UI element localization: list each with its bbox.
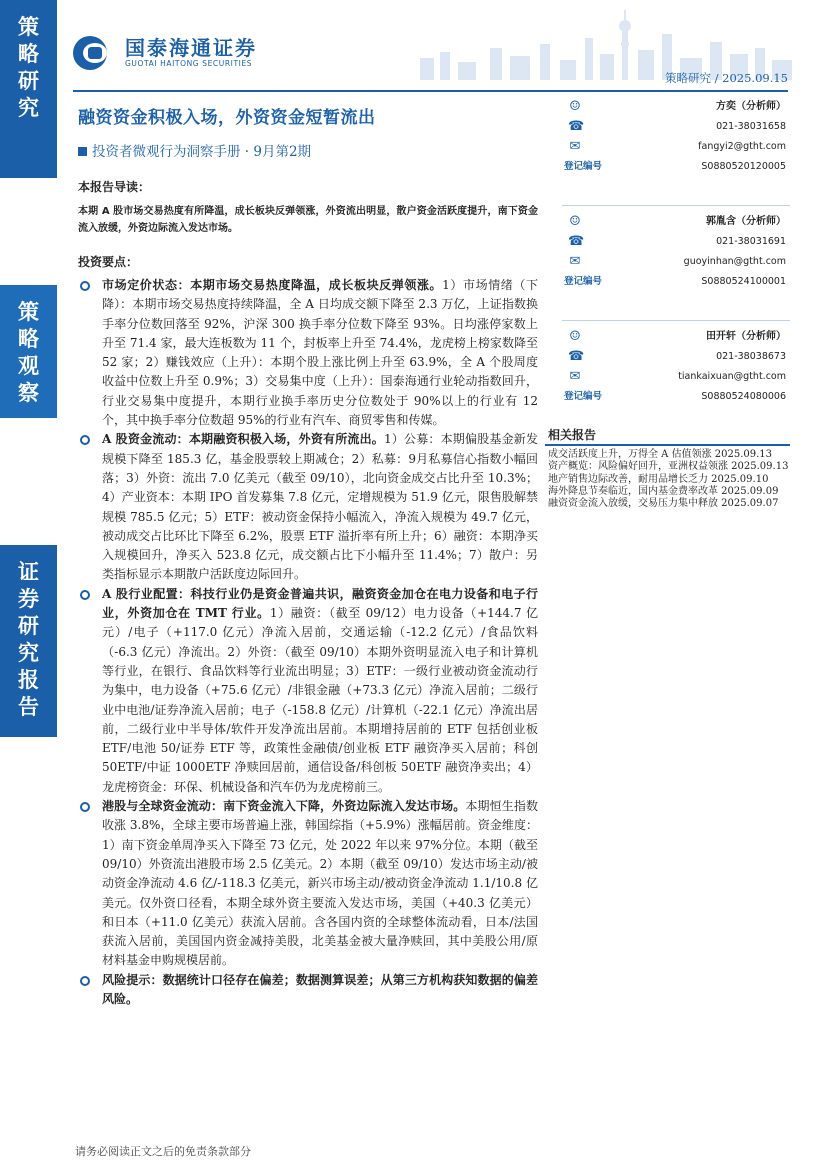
side-label-securities-report: 证 券 研 究 报 告 xyxy=(0,545,57,737)
related-report-link[interactable]: 融资资金流入放缓，交易压力集中释放 2025.09.07 xyxy=(548,498,779,510)
report-subtitle: 投资者微观行为洞察手册 · 9月第2期 xyxy=(78,140,311,160)
brand-name-cn: 国泰海通证券 xyxy=(125,36,257,60)
phone-icon: ☎ xyxy=(568,234,585,249)
email-icon: ✉ xyxy=(569,254,581,269)
analyst-phone: 021-38038673 xyxy=(716,351,786,362)
analyst-card xyxy=(562,212,790,312)
circle-bullet-icon xyxy=(80,590,90,600)
analyst-divider xyxy=(562,205,790,206)
key-points-heading: 投资要点： xyxy=(78,255,139,269)
related-report-link[interactable]: 海外降息节奏临近，国内基金费率改革 2025.09.09 xyxy=(548,485,779,497)
analyst-card xyxy=(562,97,790,197)
key-point-item: A 股行业配置：科技行业仍是资金普遍共识，融资资金加仓在电力设备和电子行业，外资加仓在 TMT 行业。1）融资：（截至 09/12）电力设备（+144.7 亿元）/电子（+117.0 亿元）净流入居前，交通运输（-12.2 亿元）/食品饮料（-6.3 亿元）净流出。2）外资：（截至 09/10）本期外资明显流入电子和计算机等行业，在银行、食品饮料等行业流出明显；3）ETF：一级行业被动资金流动行为集中，电力设备（+75.6 亿元）/非银金融（+73.3 亿元）净流入居前；二级行业中电池/证券净流入居前；电子（-158.8 亿元）/计算机（-22.1 亿元）净流出居前，二级行业中半导体/软件开发净流出居前。本期增持居前的 ETF 包括创业板 ETF/电池 50/证券 ETF 等，政策性金融债/创业板 ETF 融资净买入居前；科创 50ETF/中证 1000ETF 净赎回居前，通信设备/科创板 50ETF 融资净卖出；4）龙虎榜资金：环保、机械设备和汽车仍为龙虎榜前三。 xyxy=(75,585,538,797)
registration-label: 登记编号 xyxy=(564,161,603,172)
circle-bullet-icon xyxy=(80,435,90,445)
intro-text: 本期 A 股市场交易热度有所降温，成长板块反弹领涨，外资流出明显，散户资金活跃度提升，南下资金流入放缓，外资边际流入发达市场。 xyxy=(78,206,538,234)
circle-bullet-icon xyxy=(80,802,90,812)
left-side-band xyxy=(0,0,57,1169)
registration-label: 登记编号 xyxy=(564,276,603,287)
related-report-link[interactable]: 成交活跃度上升，万得全 A 估值领涨 2025.09.13 xyxy=(548,449,773,460)
side-label-strategy-observation: 策 略 观 察 xyxy=(0,285,57,418)
footer-disclaimer: 请务必阅读正文之后的免责条款部分 xyxy=(75,1145,251,1158)
person-icon: ☺ xyxy=(569,214,581,229)
analyst-email[interactable]: tiankaixuan@gtht.com xyxy=(678,371,786,382)
analyst-email[interactable]: guoyinhan@gtht.com xyxy=(683,256,786,267)
circle-bullet-icon xyxy=(80,976,90,986)
circle-bullet-icon xyxy=(80,281,90,291)
key-points-list xyxy=(75,276,538,1009)
phone-icon: ☎ xyxy=(568,119,585,134)
analyst-name: 方奕（分析师） xyxy=(716,101,786,112)
related-reports-divider xyxy=(545,444,790,446)
analyst-name: 郭胤含（分析师） xyxy=(706,216,786,227)
phone-icon: ☎ xyxy=(568,349,585,364)
related-report-link[interactable]: 资产概览：风险偏好回升，亚洲权益领涨 2025.09.13 xyxy=(548,461,789,473)
key-point-item: A 股资金流动：本期融资积极入场，外资有所流出。1）公募：本期偏股基金新发规模下降至 185.3 亿，基金股票较上期减仓；2）私募：9月私募信心指数小幅回落；3）外资：流出 7.0 亿美元（截至 09/10），北向资金成交占比升至 10.3%；4）产业资本：本期 IPO 首发募集 7.8 亿元，定增规模为 51.9 亿元，限售股解禁规模 785.5 亿元；5）ETF：被动资金保持小幅流入，净流入规模为 49.7 亿元，被动成交占比环比下降至 6.2%，股票 ETF 溢折率有所上升；6）融资：本期净买入规模回升，净买入 523.8 亿元，成交额占比下小幅升至 11.4%；7）散户：另类指标显示本期散户活跃度边际回升。 xyxy=(75,430,538,584)
header-divider xyxy=(73,90,788,92)
related-report-link[interactable]: 地产销售边际改善，耐用品增长乏力 2025.09.10 xyxy=(548,473,769,485)
key-point-item: 港股与全球资金流动：南下资金流入下降，外资边际流入发达市场。本期恒生指数收涨 3.8%，全球主要市场普遍上涨，韩国综指（+5.9%）涨幅居前。资金维度：1）南下资金单周净买入下降至 73 亿元，处 2022 年以来 97%分位。本期（截至 09/10）外资流出港股市场 2.5 亿美元。2）本期（截至 09/10）发达市场主动/被动资金净流动 4.6 亿/-118.3 亿美元，新兴市场主动/被动资金净流动 1.1/10.8 亿美元。仅外资口径看，本期全球外资主要流入发达市场，美国（+40.3 亿美元）和日本（+11.0 亿美元）获流入居前。含各国内资的全球整体流动看，日本/法国获流入居前，美国国内资金减持美股，北美基金被大量净赎回，其中美股公用/原材料基金申购规模居前。 xyxy=(75,797,538,971)
intro-heading: 本报告导读： xyxy=(78,180,151,194)
person-icon: ☺ xyxy=(569,329,581,344)
analyst-email[interactable]: fangyi2@gtht.com xyxy=(698,141,786,152)
key-point-item: 风险提示：数据统计口径存在偏差；数据测算误差；从第三方机构获知数据的偏差风险。 xyxy=(75,971,538,1010)
analyst-card xyxy=(562,327,790,427)
side-label-strategy-research: 策 略 研 究 xyxy=(0,0,57,178)
square-bullet-icon xyxy=(78,147,87,156)
registration-number: S0880524100001 xyxy=(701,276,786,287)
brand-logo xyxy=(73,36,257,70)
related-reports-list xyxy=(548,449,790,510)
registration-label: 登记编号 xyxy=(564,391,603,402)
person-icon: ☺ xyxy=(569,99,581,114)
key-point-item: 市场定价状态：本期市场交易热度降温，成长板块反弹领涨。1）市场情绪（下降）：本期市场交易热度持续降温，全 A 日均成交额下降至 2.3 万亿，上证指数换手率分位数回落至 92%，沪深 300 换手率分位数下降至 93%。日均涨停家数上升至 71.4 家，最大连板数为 11 个，封板率上升至 74.4%，龙虎榜上榜家数降至 52 家；2）赚钱效应（上升）：本期个股上涨比例上升至 63.9%，全 A 个股周度收益中位数上升至 0.9%；3）交易集中度（上升）：国泰海通行业轮动指数回升，行业交易集中度提升，本期行业换手率历史分位数处于 90%以上的行业有 12 个，其中换手率分位数超 95%的行业有汽车、商贸零售和传媒。 xyxy=(75,276,538,430)
email-icon: ✉ xyxy=(569,369,581,384)
analyst-phone: 021-38031658 xyxy=(716,121,786,132)
main-content xyxy=(75,178,538,1009)
report-category-date: 策略研究 / 2025.09.15 xyxy=(664,71,788,85)
analyst-phone: 021-38031691 xyxy=(716,236,786,247)
email-icon: ✉ xyxy=(569,139,581,154)
analyst-name: 田开轩（分析师） xyxy=(706,331,786,342)
brand-name-en: GUOTAI HAITONG SECURITIES xyxy=(125,59,253,68)
report-title: 融资资金积极入场，外资资金短暂流出 xyxy=(78,108,376,128)
related-reports-heading: 相关报告 xyxy=(548,428,597,442)
registration-number: S0880524080006 xyxy=(701,391,786,402)
analyst-panel xyxy=(562,97,790,427)
analyst-divider xyxy=(562,320,790,321)
logo-mark-icon xyxy=(73,36,117,70)
registration-number: S0880520120005 xyxy=(701,161,786,172)
